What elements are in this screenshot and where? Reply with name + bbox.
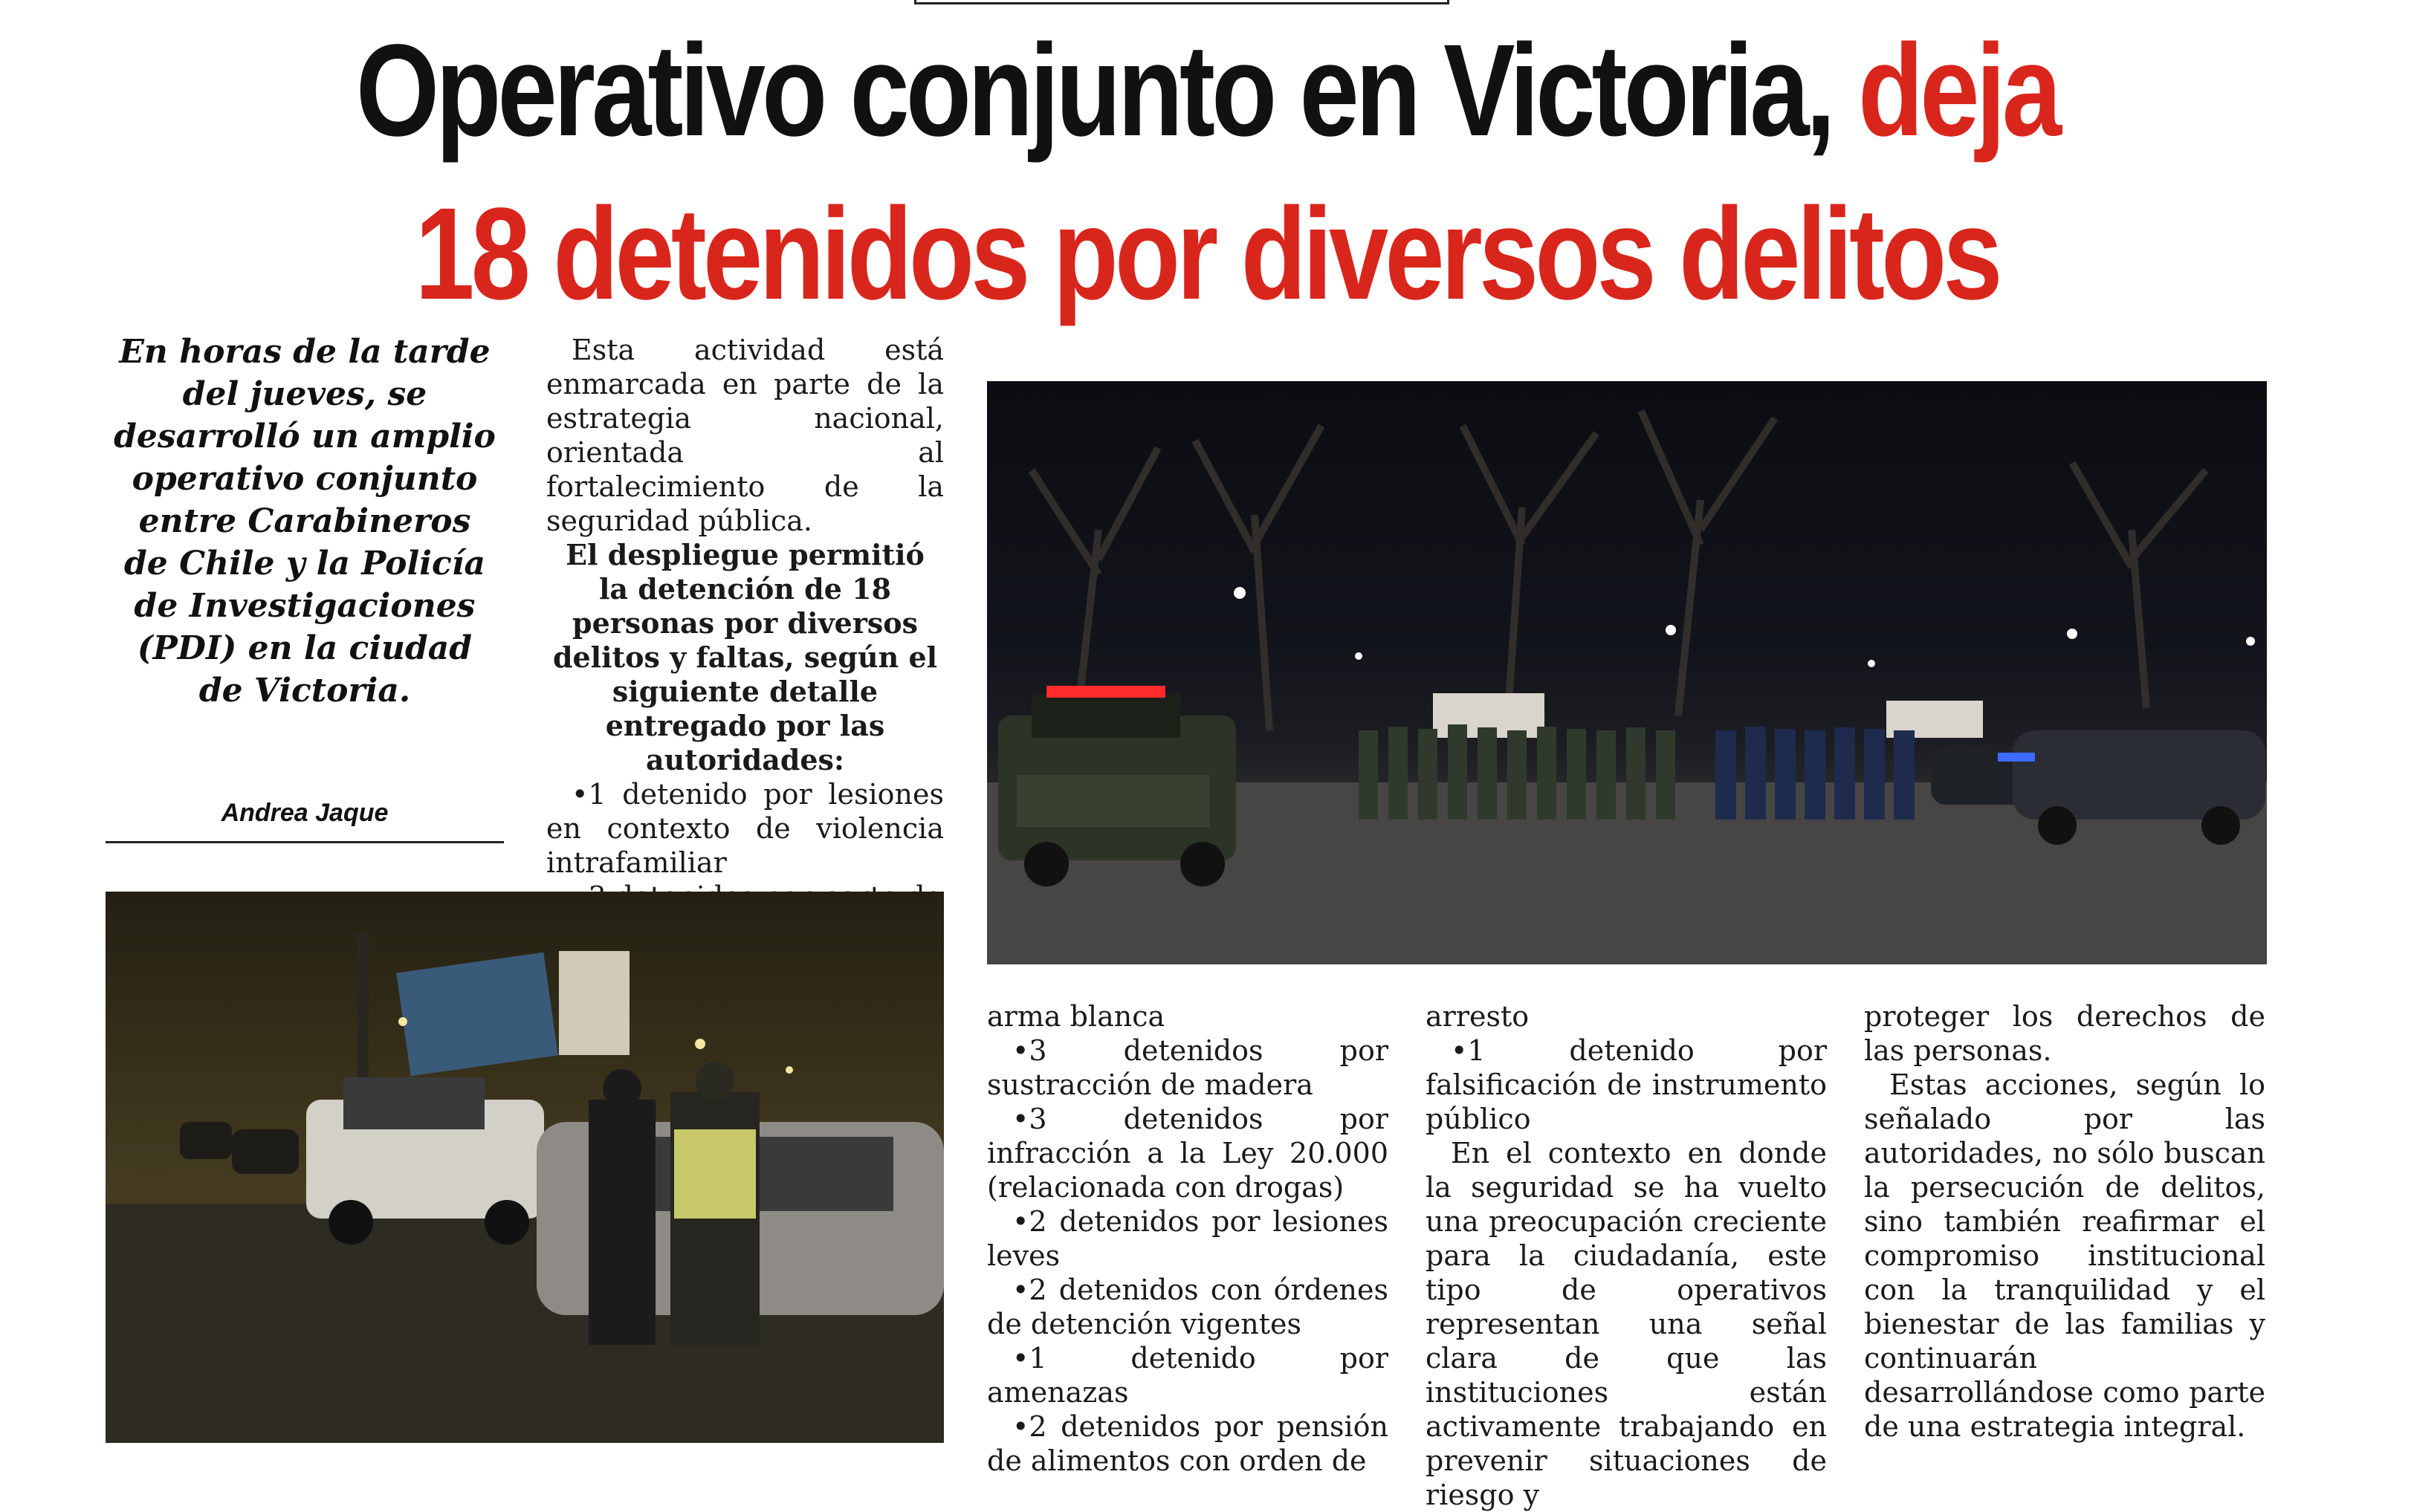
headline-black: Operativo conjunto en Victoria, bbox=[355, 18, 1832, 163]
body-column-4 bbox=[1864, 999, 2265, 1444]
col2-item-3: •2 detenidos por lesiones leves bbox=[987, 1205, 1388, 1272]
top-rule bbox=[914, 0, 1449, 4]
byline-rule bbox=[106, 841, 504, 843]
lead-paragraph: En horas de la tarde del jueves, se desarrolló un amplio operativo conjunto entre Carabineros de Chile y la Policía de Investigaciones (PDI) en la ciudad de Victoria. bbox=[114, 333, 496, 710]
col3-paragraph: En el contexto en donde la seguridad se ha vuelto una preocupación creciente para la ciudadanía, este tipo de operativos representan una señal clara de que las instituciones están activamente trabajando en prevenir situaciones de riesgo y bbox=[1426, 1137, 1827, 1511]
body-column-1 bbox=[546, 333, 944, 914]
photo-officers-plaza bbox=[987, 381, 2267, 964]
body-column-3 bbox=[1426, 999, 1827, 1512]
byline: Andrea Jaque bbox=[221, 799, 389, 827]
col1-paragraph: Esta actividad está enmarcada en parte de la estrategia nacional, orientada al fortalecimiento de la seguridad pública. bbox=[546, 334, 944, 537]
col2-item-6: •2 detenidos por pensión de alimentos con orden de bbox=[987, 1410, 1388, 1477]
col2-item-1: •3 detenidos por sustracción de madera bbox=[987, 1034, 1388, 1101]
col4-continuation: proteger los derechos de las personas. bbox=[1864, 1000, 2265, 1067]
photo-night-checkpoint bbox=[106, 892, 944, 1443]
col3-item-1: •1 detenido por falsificación de instrumento público bbox=[1426, 1034, 1827, 1135]
col4-paragraph: Estas acciones, según lo señalado por las autoridades, no sólo buscan la persecución de delitos, sino también reafirmar el compromiso institucional con la tranquilidad y el bienestar de las familias y continuarán desarrollándose como parte de una estrategia integral. bbox=[1864, 1068, 2265, 1443]
headline-red-1: deja bbox=[1858, 18, 2059, 163]
col1-item-1: •1 detenido por lesiones en contexto de violencia intrafamiliar bbox=[546, 778, 944, 879]
col2-item-4: •2 detenidos con órdenes de detención vigentes bbox=[987, 1273, 1388, 1340]
headline-red-2: 18 detenidos por diversos delitos bbox=[415, 181, 1999, 327]
col3-continuation: arresto bbox=[1426, 1000, 1530, 1033]
col1-bold-paragraph: El despliegue permitió la detención de 18 personas por diversos delitos y faltas, según el siguiente detalle entregado por las autoridades: bbox=[552, 538, 938, 776]
col2-item-2: •3 detenidos por infracción a la Ley 20.000 (relacionada con drogas) bbox=[987, 1103, 1388, 1204]
col2-continuation: arma blanca bbox=[987, 1000, 1165, 1033]
headline bbox=[217, 9, 2196, 336]
col2-item-5: •1 detenido por amenazas bbox=[987, 1342, 1388, 1409]
body-column-2 bbox=[987, 999, 1388, 1478]
